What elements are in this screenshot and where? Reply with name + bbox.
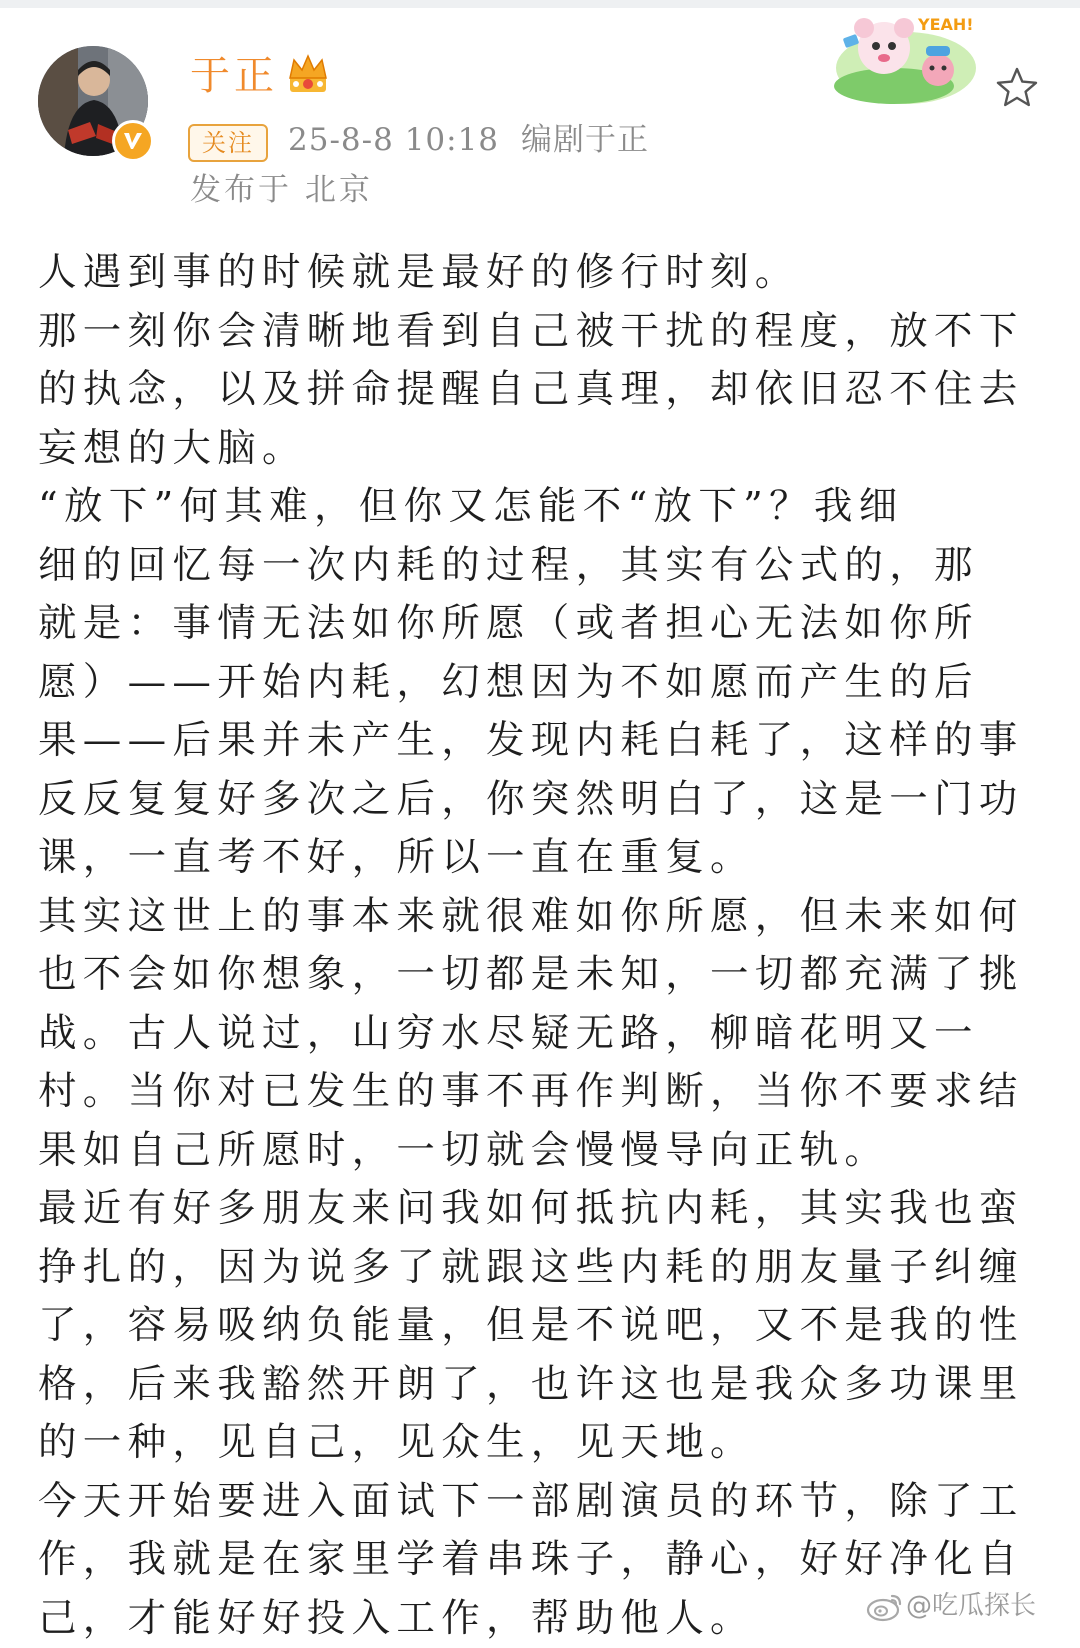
post-paragraph-1: 人遇到事的时候就是最好的修行时刻。 [38,244,1048,303]
verified-badge [112,120,154,162]
post-location: 发布于 北京 [190,168,373,212]
post-paragraph-5: 最近有好多朋友来问我如何抵抗内耗，其实我也蛮 挣扎的，因为说多了就跟这些内耗的朋友量子纠缠 了，容易吸纳负能量，但是不说吧，又不是我的性 格，后来我豁然开朗了，也许这也是我众多功课里 的一种，见自己，见众生，见天地。 [38,1180,1048,1473]
card-sticker [834,6,978,106]
post-content [38,244,1048,1648]
verified-v-icon [122,131,144,151]
post-paragraph-6: 今天开始要进入面试下一部剧演员的环节，除了工 作，我就是在家里学着串珠子，静心，好好净化自 己，才能好好投入工作，帮助他人。 [38,1473,1048,1648]
weibo-logo-icon [866,1590,904,1622]
post-paragraph-2: 那一刻你会清晰地看到自己被干扰的程度，放不下的执念，以及拼命提醒自己真理，却依旧忍不住去妄想的大脑。 [38,303,1048,479]
follow-button[interactable]: 关注 [188,124,268,162]
crown-icon [286,54,330,96]
post-source: 编剧于正 [521,122,649,158]
author-avatar[interactable] [38,46,154,162]
post-meta [288,118,649,162]
post-paragraph-4: 其实这世上的事本来就很难如你所愿，但未来如何 也不会如你想象，一切都是未知，一切都充满了挑 战。古人说过，山穷水尽疑无路，柳暗花明又一 村。当你对已发生的事不再作判断，当你不要求结 果如自己所愿时，一切就会慢慢导向正轨。 [38,888,1048,1181]
post-paragraph-3: “放下”何其难，但你又怎能不“放下”？我细 细的回忆每一次内耗的过程，其实有公式的，那 就是：事情无法如你所愿（或者担心无法如你所 愿）——开始内耗，幻想因为不如愿而产生的后 果——后果并未产生，发现内耗白耗了，这样的事 反反复复好多次之后，你突然明白了，这是一门功 课，一直考不好，所以一直在重复。 [38,478,1048,888]
sticker-text: YEAH! [917,15,974,34]
favorite-star-icon[interactable] [995,66,1039,110]
post-timestamp: 25-8-8 10:18 [288,122,499,158]
watermark: @吃瓜探长 [906,1588,1036,1624]
author-name[interactable]: 于正 [190,48,278,104]
